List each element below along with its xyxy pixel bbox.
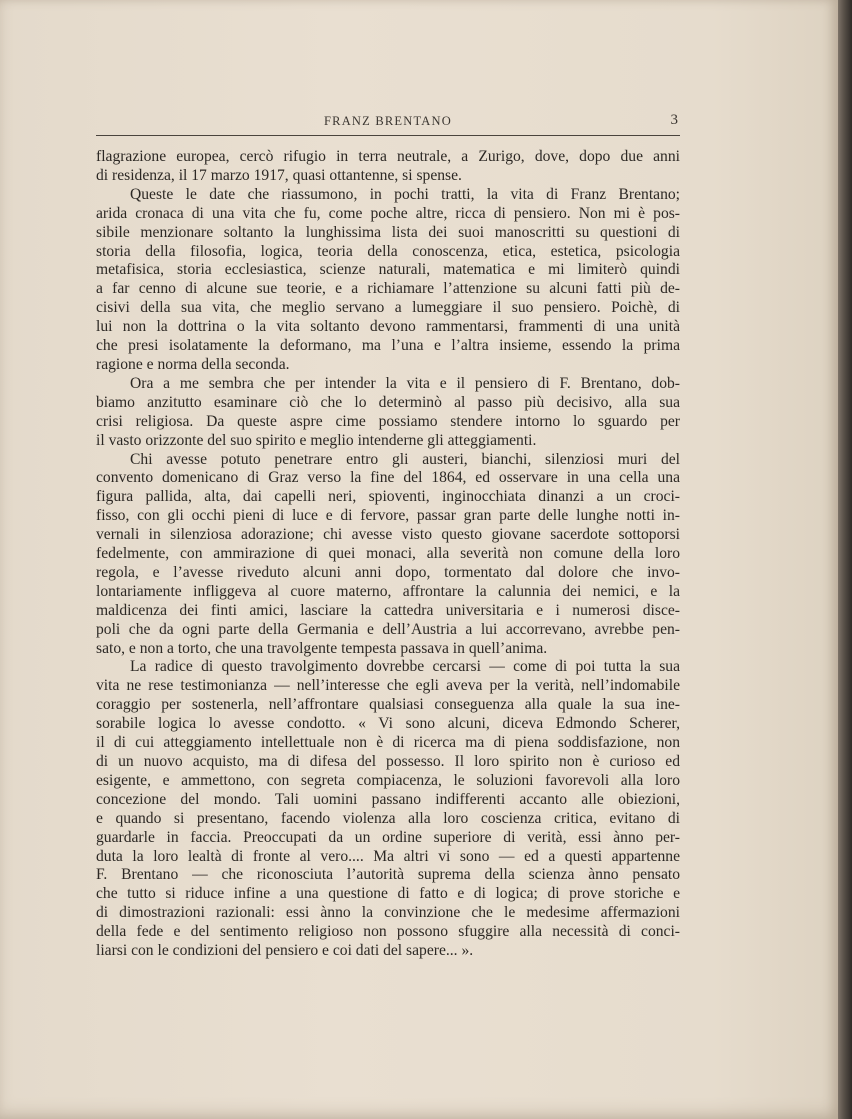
text-line: che tutto si riduce infine a una questione di fatto e di logica; di prove storiche e: [96, 885, 680, 903]
text-line: ragione e norma della seconda.: [96, 355, 290, 373]
text-line: vita ne rese testimonianza — nell’interesse che egli aveva per la verità, nell’indomabile: [96, 677, 680, 695]
text-line: La radice di questo travolgimento dovrebbe cercarsi — come di poi tutta la sua: [130, 658, 680, 676]
text-line: Ora a me sembra che per intender la vita e il pensiero di F. Brentano, dob-: [130, 374, 680, 392]
text-line: duta la loro lealtà di fronte al vero.... Ma altri vi sono — ed a questi appartenne: [96, 847, 680, 865]
body-text: [96, 148, 680, 961]
text-line: storia della filosofia, logica, teoria della conoscenza, etica, estetica, psicologia: [96, 242, 680, 260]
text-line: metafisica, storia ecclesiastica, scienze naturali, matematica e mi limiterò quindi: [96, 261, 680, 279]
text-line: Chi avesse potuto penetrare entro gli austeri, bianchi, silenziosi muri del: [130, 450, 680, 468]
text-line: di dimostrazioni razionali: essi ànno la convinzione che le medesime affermazioni: [96, 904, 680, 922]
text-line: fisso, con gli occhi pieni di luce e di fervore, passar gran parte delle lunghe notti in-: [96, 507, 680, 525]
text-line: sorabile logica lo avesse condotto. « Vi sono alcuni, diceva Edmondo Scherer,: [96, 715, 680, 733]
text-line: flagrazione europea, cercò rifugio in terra neutrale, a Zurigo, dove, dopo due anni: [96, 148, 680, 165]
text-line: di un nuovo acquisto, ma di difesa del possesso. Il loro spirito non è curioso ed: [96, 753, 680, 770]
text-line: maldicenza dei finti amici, lasciare la cattedra universitaria e i numerosi disce-: [96, 601, 680, 619]
text-line: il di cui atteggiamento intellettuale non è di ricerca ma di piena soddisfazione, non: [96, 734, 680, 752]
text-line: regola, e l’avesse riveduto alcuni anni dopo, tormentato dal dolore che invo-: [96, 563, 680, 581]
header-rule: [96, 135, 680, 136]
text-line: della fede e del sentimento religioso non possono sfuggire alla necessità di conci-: [96, 923, 680, 941]
page-header: [96, 112, 680, 134]
text-line: coraggio per sostenerla, nell’affrontare qualsiasi conseguenza alla quale la sua ine-: [96, 696, 680, 714]
text-line: di residenza, il 17 marzo 1917, quasi ottantenne, si spense.: [96, 166, 462, 184]
text-line: fedelmente, con ammirazione di quei monaci, alla severità non comune della loro: [96, 545, 680, 563]
text-line: concezione del mondo. Tali uomini passano indifferenti accanto alle obiezioni,: [96, 790, 680, 808]
text-line: che presi isolatamente la deformano, ma l’una e l’altra insieme, essendo la prima: [96, 337, 680, 355]
running-title: FRANZ BRENTANO: [324, 114, 452, 128]
text-line: biamo anzitutto esaminare ciò che lo determinò al passo più decisivo, alla sua: [96, 393, 680, 411]
text-line: cisivi della sua vita, che meglio servano a lumeggiare il suo pensiero. Poichè, di: [96, 299, 680, 317]
text-line: crisi religiosa. Da queste aspre cime possiamo stendere intorno lo sguardo per: [96, 412, 680, 430]
text-line: Queste le date che riassumono, in pochi tratti, la vita di Franz Brentano;: [130, 185, 680, 203]
text-line: poli che da ogni parte della Germania e dell’Austria a lui accorrevano, avrebbe pen-: [96, 620, 680, 638]
text-line: lui non la dottrina o la vita soltanto devono rammentarsi, frammenti di una unità: [96, 318, 680, 336]
book-edge: [838, 0, 852, 1119]
text-line: guardarle in faccia. Preoccupati da un ordine superiore di verità, essi ànno per-: [96, 828, 680, 846]
text-line: il vasto orizzonte del suo spirito e meglio intenderne gli atteggiamenti.: [96, 431, 537, 449]
text-line: esigente, e ammettono, con segreta compiacenza, le soluzioni favorevoli alla loro: [96, 771, 680, 789]
text-line: liarsi con le condizioni del pensiero e coi dati del sapere... ».: [96, 942, 474, 960]
text-line: vernali in silenziosa adorazione; chi avesse visto questo giovane sacerdote sottoporsi: [96, 526, 680, 544]
text-line: arida cronaca di una vita che fu, come poche altre, ricca di pensiero. Non mi è pos-: [96, 204, 680, 222]
text-line: sibile menzionare soltanto la lunghissima lista dei suoi manoscritti su questioni di: [96, 223, 680, 241]
text-line: sato, e non a torto, che una travolgente tempesta passava in quell’anima.: [96, 639, 548, 657]
text-line: lontariamente infliggeva al cuore materno, affrontare la calunnia dei nemici, e la: [96, 582, 680, 600]
text-line: F. Brentano — che riconosciuta l’autorità suprema della scienza ànno pensato: [96, 866, 680, 884]
text-line: figura pallida, alta, dai capelli neri, spioventi, inginocchiata dinanzi a un croci-: [96, 488, 680, 506]
text-line: e quando si presentano, facendo violenza alla loro coscienza critica, evitano di: [96, 809, 680, 827]
text-line: convento domenicano di Graz verso la fine del 1864, ed osservare in una cella una: [96, 469, 680, 487]
text-line: a far cenno di alcune sue teorie, e a richiamare l’attenzione su alcuni fatti più de-: [96, 280, 680, 298]
page-number: 3: [670, 112, 678, 128]
